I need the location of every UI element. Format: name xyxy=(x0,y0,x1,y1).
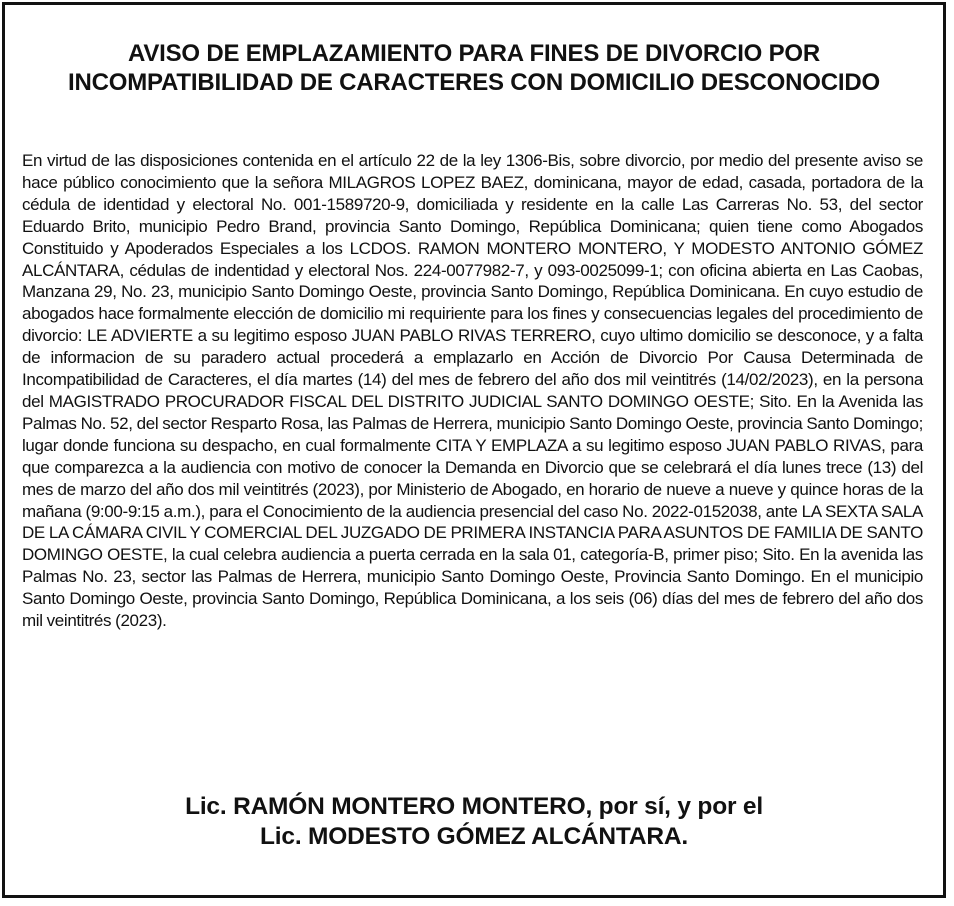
notice-title: AVISO DE EMPLAZAMIENTO PARA FINES DE DIVORCIO POR INCOMPATIBILIDAD DE CARACTERES CON DOMICILIO DESCONOCIDO xyxy=(68,40,880,96)
notice-body: En virtud de las disposiciones contenida en el artículo 22 de la ley 1306-Bis, sobre divorcio, por medio del presente aviso se hace público conocimiento que la señora MILAGROS LOPEZ BAEZ, dominicana, mayor de edad, casada, portadora de la cédula de identidad y electoral No. 001-1589720-9, domiciliada y residente en la calle Las Carreras No. 53, del sector Eduardo Brito, municipio Pedro Brand, provincia Santo Domingo, República Dominicana; quien tiene como Abogados Constituido y Apoderados Especiales a los LCDOS. RAMON MONTERO MONTERO, Y MODESTO ANTONIO GÓMEZ ALCÁNTARA, cédulas de indentidad y electoral Nos. 224-0077982-7, y 093-0025099-1; con oficina abierta en Las Caobas, Manzana 29, No. 23, municipio Santo Domingo Oeste, provincia Santo Domingo, República Dominicana. En cuyo estudio de abogados hace formalmente elección de domicilio mi requiriente para los fines y consecuencias legales del procedimiento de divorcio: LE ADVIERTE a su legitimo esposo JUAN PABLO RIVAS TERRERO, cuyo ultimo domicilio se desconoce, y a falta de informacion de su paradero actual procederá a emplazarlo en Acción de Divorcio Por Causa Determinada de Incompatibilidad de Caracteres, el día martes (14) del mes de febrero del año dos mil veintitrés (14/02/2023), en la persona del MAGISTRADO PROCURADOR FISCAL DEL DISTRITO JUDICIAL SANTO DOMINGO OESTE; Sito. En la Avenida las Palmas No. 52, del sector Resparto Rosa, las Palmas de Herrera, municipio Santo Domingo Oeste, provincia Santo Domingo; lugar donde funciona su despacho, en cual formalmente CITA Y EMPLAZA a su legitimo esposo JUAN PABLO RIVAS, para que comparezca a la audiencia con motivo de conocer la Demanda en Divorcio que se celebrará el día lunes trece (13) del mes de marzo del año dos mil veintitrés (2023), por Ministerio de Abogado, en horario de nueve a nueve y quince horas de la mañana (9:00-9:15 a.m.), para el Conocimiento de la audiencia presencial del caso No. 2022-0152038, ante LA SEXTA SALA DE LA CÁMARA CIVIL Y COMERCIAL DEL JUZGADO DE PRIMERA INSTANCIA PARA ASUNTOS DE FAMILIA DE SANTO DOMINGO OESTE, la cual celebra audiencia a puerta cerrada en la sala 01, categoría-B, primer piso; Sito. En la avenida las Palmas No. 23, sector las Palmas de Herrera, municipio Santo Domingo Oeste, Provincia Santo Domingo. En el municipio Santo Domingo Oeste, provincia Santo Domingo, República Dominicana, a los seis (06) días del mes de febrero del año dos mil veintitrés (2023). xyxy=(22,151,923,631)
signature-line-1: Lic. RAMÓN MONTERO MONTERO, por sí, y por el xyxy=(185,793,763,820)
notice-signature xyxy=(25,792,923,852)
signature-line-2: Lic. MODESTO GÓMEZ ALCÁNTARA. xyxy=(260,823,688,850)
legal-notice-frame xyxy=(2,2,946,898)
